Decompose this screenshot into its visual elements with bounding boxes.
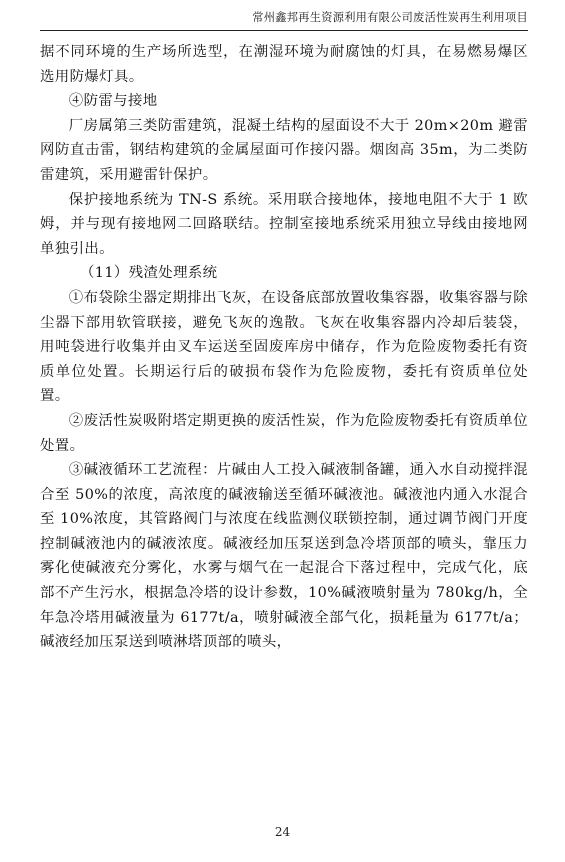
page-header xyxy=(40,8,528,31)
document-body xyxy=(40,40,528,655)
section-heading-lightning-grounding: ④防雷与接地 xyxy=(68,93,158,110)
paragraph-lighting-continuation: 据不同环境的生产场所选型，在潮湿环境为耐腐蚀的灯具，在易燃易爆区选用防爆灯具。 xyxy=(40,44,528,85)
paragraph-lightning-protection: 厂房属第三类防雷建筑，混凝土结构的屋面设不大于 20m×20m 避雷网防直击雷，钢结构建筑的金属屋面可作接闪器。烟囱高 35m，为二类防雷建筑，采用避雷针保护。 xyxy=(40,117,528,183)
paragraph-alkali-circulation: ③碱液循环工艺流程：片碱由人工投入碱液制备罐，通入水自动搅拌混合至 50%的浓度，高浓度的碱液输送至循环碱液池。碱液池内通入水混合至 10%浓度，其管路阀门与浓度在线监测仪联锁控制，通过调节阀门开度控制碱液池内的碱液浓度。碱液经加压泵送到急冷塔顶部的喷头，靠压力雾化使碱液充分雾化，水雾与烟气在一起混合下落过程中，完成气化，底部不产生污水，根据急冷塔的设计参数，10%碱液喷射量为 780kg/h，全年急冷塔用碱液量为 6177t/a，喷射碱液全部气化，损耗量为 6177t/a；碱液经加压泵送到喷淋塔顶部的喷头， xyxy=(40,462,528,651)
page-number: 24 xyxy=(274,825,291,839)
paragraph-grounding-system: 保护接地系统为 TN-S 系统。采用联合接地体，接地电阻不大于 1 欧姆，并与现有接地网二回路联结。控制室接地系统采用独立导线由接地网单独引出。 xyxy=(40,191,528,257)
paragraph-activated-carbon-tower: ②废活性炭吸附塔定期更换的废活性炭，作为危险废物委托有资质单位处置。 xyxy=(40,412,528,454)
section-heading-residue-system: （11）残渣处理系统 xyxy=(80,265,218,282)
header-title: 常州鑫邦再生资源利用有限公司废活性炭再生利用项目 xyxy=(252,11,528,24)
paragraph-bag-dust-collector: ①布袋除尘器定期排出飞灰，在设备底部放置收集容器，收集容器与除尘器下部用软管联接，避免飞灰的逸散。飞灰在收集容器内冷却后装袋，用吨袋进行收集并由叉车运送至固废库房中储存，作为危险废物委托有资质单位处置。长期运行后的破损布袋作为危险废物，委托有资质单位处置。 xyxy=(40,289,528,405)
